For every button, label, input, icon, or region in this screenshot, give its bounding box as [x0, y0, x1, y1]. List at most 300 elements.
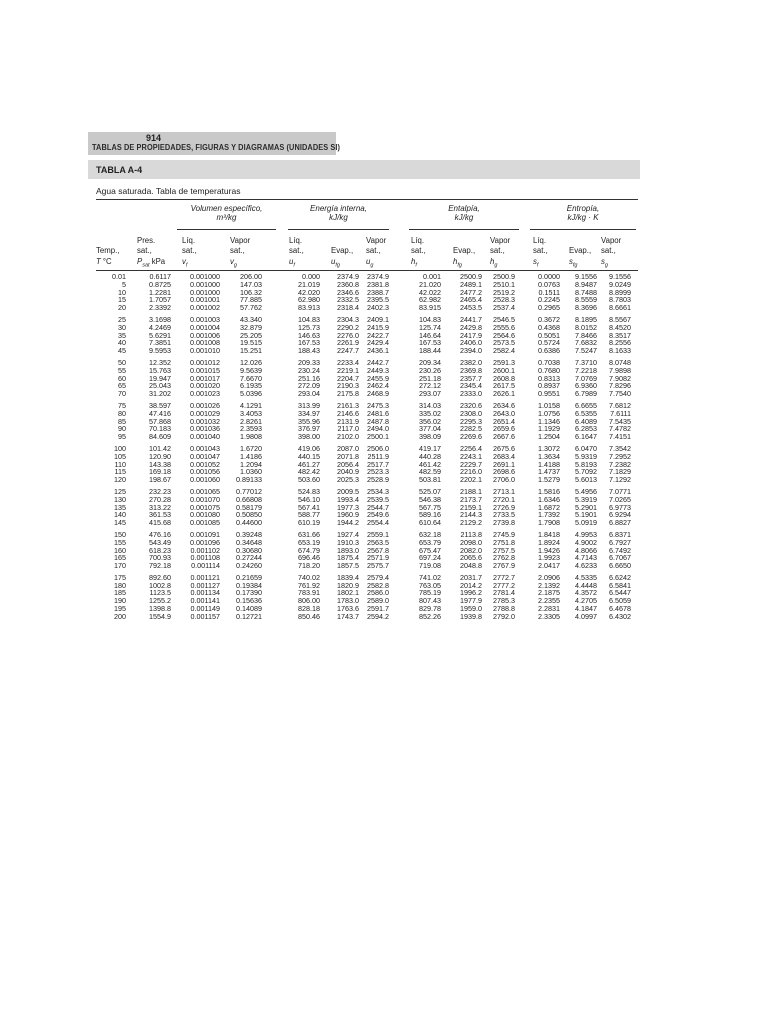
table-cell: 251.18 — [419, 373, 441, 383]
energy-group-title: Energía interna, — [310, 204, 367, 213]
table-cell: 57.868 — [149, 416, 171, 426]
column-header-line: Temp., — [96, 246, 120, 255]
table-cell: 1.7057 — [149, 295, 171, 305]
column-header-line — [533, 225, 548, 236]
table-cell: 2175.8 — [337, 389, 359, 399]
table-cell: 2320.6 — [460, 400, 482, 410]
table-cell: 147.03 — [240, 279, 262, 289]
table-cell: 0.001001 — [190, 295, 220, 305]
table-cell: 1743.7 — [337, 611, 359, 621]
table-cell: 2745.9 — [493, 529, 515, 539]
table-cell: 503.81 — [419, 475, 441, 485]
table-cell: 2056.4 — [337, 459, 359, 469]
enthalpy-group-unit: kJ/kg — [454, 213, 474, 222]
table-cell: 2188.1 — [460, 486, 482, 496]
table-cell: 2.1392 — [538, 580, 560, 590]
table-cell: 150 — [114, 529, 126, 539]
table-cell: 2751.8 — [493, 537, 515, 547]
table-cell: 0.50850 — [236, 510, 262, 520]
table-cell: 0.39248 — [236, 529, 262, 539]
table-cell: 7.9898 — [609, 365, 631, 375]
table-cell: 2626.1 — [493, 389, 515, 399]
column-header-line: Líq. — [411, 235, 425, 245]
table-cell: 2675.6 — [493, 443, 515, 453]
table-cell: 206.00 — [240, 272, 262, 281]
table-row-group — [96, 574, 638, 621]
column-header-line: sat., — [366, 246, 381, 255]
table-row-group — [96, 531, 638, 570]
table-cell: 5.2901 — [575, 502, 597, 512]
table-cell: 125.74 — [419, 322, 441, 332]
table-cell: 21.019 — [298, 279, 320, 289]
table-cell: 1893.0 — [337, 545, 359, 555]
column-header-line — [490, 225, 510, 236]
table-cell: 30 — [118, 322, 126, 332]
table-cell: 160 — [114, 545, 126, 555]
table-cell: 2772.7 — [493, 572, 515, 582]
table-cell: 1944.2 — [337, 518, 359, 528]
table-cell: 2190.3 — [337, 381, 359, 391]
table-cell: 6.9360 — [575, 381, 597, 391]
table-cell: 741.02 — [419, 572, 441, 582]
table-cell: 77.885 — [240, 295, 262, 305]
table-cell: 2573.5 — [493, 338, 515, 348]
table-cell: 90 — [118, 424, 126, 434]
table-cell: 2065.6 — [460, 553, 482, 563]
column-header-line: $h_g$ — [490, 256, 498, 269]
table-cell: 5 — [122, 279, 126, 289]
table-cell: 2332.5 — [337, 295, 359, 305]
table-cell: 0.14089 — [236, 604, 262, 614]
table-cell: 1.9923 — [538, 553, 560, 563]
table-cell: 2582.4 — [493, 346, 515, 356]
column-header-line: $u_{fg}$ — [331, 256, 340, 269]
table-cell: 1.4737 — [538, 467, 560, 477]
table-cell: 0.001006 — [190, 330, 220, 340]
table-cell: 0.001149 — [190, 604, 220, 614]
table-cell: 0.001056 — [190, 467, 220, 477]
table-cell: 2506.0 — [367, 443, 389, 453]
column-header-line — [137, 225, 165, 236]
table-cell: 2442.7 — [367, 357, 389, 367]
table-cell: 9.5953 — [149, 346, 171, 356]
table-cell: 2.3593 — [240, 424, 262, 434]
table-cell: 7.3542 — [609, 443, 631, 453]
table-cell: 1554.9 — [149, 611, 171, 621]
column-header-line: $v_f$ — [182, 256, 188, 269]
column-header — [331, 225, 353, 267]
table-cell: 2544.7 — [367, 502, 389, 512]
table-cell: 2269.6 — [460, 432, 482, 442]
table-cell: 7.6832 — [575, 338, 597, 348]
table-cell: 5.6013 — [575, 475, 597, 485]
table-cell: 55 — [118, 365, 126, 375]
table-cell: 2575.7 — [367, 561, 389, 571]
column-header-line — [182, 225, 197, 236]
table-cell: 272.09 — [298, 381, 320, 391]
table-cell: 2733.5 — [493, 510, 515, 520]
table-cell: 0.001036 — [190, 424, 220, 434]
table-cell: 807.43 — [419, 596, 441, 606]
table-cell: 1.7392 — [538, 510, 560, 520]
table-cell: 230.26 — [419, 365, 441, 375]
table-cell: 6.8827 — [609, 518, 631, 528]
table-cell: 0.30680 — [236, 545, 262, 555]
table-cell: 0.9551 — [538, 389, 560, 399]
table-cell: 0.001108 — [190, 553, 220, 563]
table-cell: 1.3634 — [538, 451, 560, 461]
table-cell: 7.1829 — [609, 467, 631, 477]
column-header — [601, 225, 621, 267]
table-cell: 313.22 — [149, 502, 171, 512]
table-cell: 377.04 — [419, 424, 441, 434]
table-cell: 525.07 — [419, 486, 441, 496]
table-cell: 2025.3 — [337, 475, 359, 485]
table-cell: 6.5355 — [575, 408, 597, 418]
table-label-bar — [88, 160, 640, 179]
table-cell: 6.9773 — [609, 502, 631, 512]
table-cell: 2691.1 — [493, 459, 515, 469]
table-cell: 145 — [114, 518, 126, 528]
table-cell: 60 — [118, 373, 126, 383]
table-cell: 0.5051 — [538, 330, 560, 340]
table-cell: 398.09 — [419, 432, 441, 442]
table-cell: 120.90 — [149, 451, 171, 461]
table-cell: 0.001157 — [190, 611, 220, 621]
table-cell: 2.2355 — [538, 596, 560, 606]
column-header-line: Vapor — [490, 235, 511, 245]
table-cell: 0.66808 — [236, 494, 262, 504]
enthalpy-group-title: Entalpía, — [448, 204, 480, 213]
table-cell: 476.16 — [149, 529, 171, 539]
table-cell: 232.23 — [149, 486, 171, 496]
table-cell: 140 — [114, 510, 126, 520]
table-cell: 251.16 — [298, 373, 320, 383]
table-cell: 7.4782 — [609, 424, 631, 434]
table-cell: 1.6346 — [538, 494, 560, 504]
table-cell: 200 — [114, 611, 126, 621]
column-header-line: Líq. — [289, 235, 303, 245]
table-cell: 167.53 — [298, 338, 320, 348]
table-cell: 415.68 — [149, 518, 171, 528]
table-cell: 0.001 — [423, 272, 441, 281]
table-cell: 7.8466 — [575, 330, 597, 340]
column-header-line: sat., — [411, 246, 426, 255]
table-cell: 15 — [118, 295, 126, 305]
column-header-line — [366, 225, 386, 236]
energy-group-header — [288, 204, 389, 222]
table-cell: 2667.6 — [493, 432, 515, 442]
table-cell: 2546.5 — [493, 314, 515, 324]
table-cell: 5.3919 — [575, 494, 597, 504]
table-cell: 829.78 — [419, 604, 441, 614]
table-cell: 2528.3 — [493, 295, 515, 305]
table-cell: 0.001096 — [190, 537, 220, 547]
table-cell: 2528.9 — [367, 475, 389, 485]
table-cell: 524.83 — [298, 486, 320, 496]
table-cell: 792.18 — [149, 561, 171, 571]
table-cell: 1.0756 — [538, 408, 560, 418]
table-cell: 440.15 — [298, 451, 320, 461]
table-cell: 0.7038 — [538, 357, 560, 367]
table-cell: 0.001012 — [190, 357, 220, 367]
column-header-line: $P_{sat}$ kPa — [137, 256, 166, 269]
table-cell: 696.46 — [298, 553, 320, 563]
table-cell: 1.8924 — [538, 537, 560, 547]
entropy-group-title: Entropía, — [566, 204, 600, 213]
table-cell: 2462.4 — [367, 381, 389, 391]
table-row — [96, 304, 638, 312]
table-cell: 2382.0 — [460, 357, 482, 367]
table-cell: 5.6291 — [149, 330, 171, 340]
volume-group-unit: m³/kg — [216, 213, 237, 222]
table-cell: 2651.4 — [493, 416, 515, 426]
table-cell: 2510.1 — [493, 279, 515, 289]
table-cell: 2.0906 — [538, 572, 560, 582]
table-cell: 70 — [118, 389, 126, 399]
table-cell: 95 — [118, 432, 126, 442]
column-header — [96, 225, 119, 267]
table-cell: 9.1556 — [609, 272, 631, 281]
table-cell: 0.24260 — [236, 561, 262, 571]
table-cell: 0.01 — [112, 272, 126, 281]
table-cell: 785.19 — [419, 588, 441, 598]
table-cell: 1802.1 — [337, 588, 359, 598]
table-cell: 2014.2 — [460, 580, 482, 590]
table-cell: 2.3392 — [149, 303, 171, 313]
column-header-line: sat., — [230, 246, 245, 255]
table-cell: 0.2965 — [538, 303, 560, 313]
table-cell: 0.001040 — [190, 432, 220, 442]
table-cell: 2511.9 — [367, 451, 389, 461]
table-cell: 1.9426 — [538, 545, 560, 555]
table-cell: 850.46 — [298, 611, 320, 621]
table-cell: 38.597 — [149, 400, 171, 410]
table-cell: 104.83 — [419, 314, 441, 324]
table-cell: 2.1875 — [538, 588, 560, 598]
table-cell: 1875.4 — [337, 553, 359, 563]
table-cell: 4.5335 — [575, 572, 597, 582]
table-cell: 180 — [114, 580, 126, 590]
table-cell: 2374.9 — [337, 272, 359, 281]
column-header — [137, 225, 165, 267]
table-cell: 334.97 — [298, 408, 320, 418]
table-cell: 0.34648 — [236, 537, 262, 547]
table-cell: 101.42 — [149, 443, 171, 453]
table-cell: 0.15636 — [236, 596, 262, 606]
table-cell: 2357.7 — [460, 373, 482, 383]
table-cell: 188.44 — [419, 346, 441, 356]
table-cell: 7.1292 — [609, 475, 631, 485]
table-cell: 2346.6 — [337, 287, 359, 297]
volume-group-title: Volumen específico, — [190, 204, 263, 213]
table-cell: 0.8313 — [538, 373, 560, 383]
table-cell: 0.001080 — [190, 510, 220, 520]
table-cell: 2468.9 — [367, 389, 389, 399]
table-cell: 740.02 — [298, 572, 320, 582]
table-cell: 170 — [114, 561, 126, 571]
column-header-line — [331, 225, 353, 236]
table-cell: 0.001085 — [190, 518, 220, 528]
table-cell: 2594.2 — [367, 611, 389, 621]
table-cell: 35 — [118, 330, 126, 340]
table-cell: 106.32 — [240, 287, 262, 297]
table-cell: 7.8296 — [609, 381, 631, 391]
table-cell: 2233.4 — [337, 357, 359, 367]
table-cell: 2318.4 — [337, 303, 359, 313]
table-cell: 83.913 — [298, 303, 320, 313]
column-header-line: sat., — [533, 246, 548, 255]
table-row — [96, 562, 638, 570]
column-header-line: Vapor — [601, 235, 622, 245]
table-cell: 62.982 — [419, 295, 441, 305]
table-cell: 0.58179 — [236, 502, 262, 512]
table-cell: 6.4089 — [575, 416, 597, 426]
column-header-line: $s_g$ — [601, 256, 608, 269]
table-cell: 31.202 — [149, 389, 171, 399]
table-cell: 0.001029 — [190, 408, 220, 418]
table-cell: 2567.8 — [367, 545, 389, 555]
table-cell: 12.352 — [149, 357, 171, 367]
column-header-line: Líq. — [533, 235, 547, 245]
enthalpy-group-header — [409, 204, 519, 222]
table-cell: 4.2705 — [575, 596, 597, 606]
table-cell: 5.7092 — [575, 467, 597, 477]
column-header-line — [569, 225, 591, 236]
table-cell: 0.000 — [302, 272, 320, 281]
table-cell: 1002.8 — [149, 580, 171, 590]
table-cell: 2345.4 — [460, 381, 482, 391]
table-cell: 2417.9 — [460, 330, 482, 340]
table-cell: 143.38 — [149, 459, 171, 469]
table-cell: 1839.4 — [337, 572, 359, 582]
energy-group-unit: kJ/kg — [329, 213, 348, 222]
column-header-line — [453, 225, 475, 236]
table-cell: 42.020 — [298, 287, 320, 297]
column-header-line: $v_g$ — [230, 256, 237, 269]
table-cell: 100 — [114, 443, 126, 453]
table-cell: 2436.1 — [367, 346, 389, 356]
table-cell: 3.1698 — [149, 314, 171, 324]
table-cell: 2173.7 — [460, 494, 482, 504]
table-cell: 2517.7 — [367, 459, 389, 469]
table-cell: 0.001134 — [190, 588, 220, 598]
table-cell: 195 — [114, 604, 126, 614]
table-cell: 2781.4 — [493, 588, 515, 598]
table-cell: 8.5567 — [609, 314, 631, 324]
table-row — [96, 476, 638, 484]
table-cell: 83.915 — [419, 303, 441, 313]
table-cell: 4.8066 — [575, 545, 597, 555]
table-cell: 1.5279 — [538, 475, 560, 485]
column-header-line: sat., — [137, 246, 152, 255]
table-cell: 2129.2 — [460, 518, 482, 528]
table-cell: 6.8371 — [609, 529, 631, 539]
table-cell: 7.7540 — [609, 389, 631, 399]
table-cell: 1910.3 — [337, 537, 359, 547]
table-cell: 2455.9 — [367, 373, 389, 383]
column-header-line — [230, 225, 250, 236]
table-cell: 588.77 — [298, 510, 320, 520]
table-cell: 2219.1 — [337, 365, 359, 375]
table-cell: 115 — [114, 467, 126, 477]
table-cell: 5.1901 — [575, 510, 597, 520]
table-cell: 0.27244 — [236, 553, 262, 563]
table-cell: 2082.0 — [460, 545, 482, 555]
table-cell: 398.00 — [298, 432, 320, 442]
table-cell: 0.0763 — [538, 279, 560, 289]
page-number: 914 — [146, 133, 162, 143]
table-cell: 0.8725 — [149, 279, 171, 289]
table-cell: 892.60 — [149, 572, 171, 582]
table-cell: 42.022 — [419, 287, 441, 297]
table-cell: 2102.0 — [337, 432, 359, 442]
table-cell: 2369.8 — [460, 365, 482, 375]
table-cell: 0.77012 — [236, 486, 262, 496]
column-header-line — [289, 225, 304, 236]
table-cell: 718.20 — [298, 561, 320, 571]
table-cell: 125.73 — [298, 322, 320, 332]
column-header-line: Vapor — [366, 235, 387, 245]
table-cell: 0.7680 — [538, 365, 560, 375]
table-cell: 2202.1 — [460, 475, 482, 485]
table-cell: 1.8418 — [538, 529, 560, 539]
table-cell: 0.6117 — [149, 272, 171, 281]
table-row-group — [96, 359, 638, 398]
table-cell: 0.001060 — [190, 475, 220, 485]
table-cell: 314.03 — [419, 400, 441, 410]
table-cell: 0.2245 — [538, 295, 560, 305]
table-cell: 1927.4 — [337, 529, 359, 539]
table-cell: 135 — [114, 502, 126, 512]
table-cell: 828.18 — [298, 604, 320, 614]
column-header — [411, 225, 426, 267]
table-cell: 0.001026 — [190, 400, 220, 410]
table-cell: 546.10 — [298, 494, 320, 504]
column-header — [453, 225, 475, 267]
table-cell: 2304.3 — [337, 314, 359, 324]
table-cell: 0.1511 — [538, 287, 560, 297]
table-cell: 3.4053 — [240, 408, 262, 418]
table-cell: 335.02 — [419, 408, 441, 418]
table-cell: 2591.3 — [493, 357, 515, 367]
table-cell: 19.515 — [240, 338, 262, 348]
table-cell: 1123.5 — [149, 588, 171, 598]
table-cell: 2243.1 — [460, 451, 482, 461]
table-cell: 763.05 — [419, 580, 441, 590]
table-cell: 2.2831 — [538, 604, 560, 614]
table-cell: 653.79 — [419, 537, 441, 547]
table-cell: 546.38 — [419, 494, 441, 504]
table-cell: 43.340 — [240, 314, 262, 324]
table-cell: 165 — [114, 553, 126, 563]
table-cell: 8.8999 — [609, 287, 631, 297]
table-cell: 209.34 — [419, 357, 441, 367]
table-cell: 6.7989 — [575, 389, 597, 399]
table-cell: 7.0769 — [575, 373, 597, 383]
table-cell: 8.4520 — [609, 322, 631, 332]
table-cell: 5.8193 — [575, 459, 597, 469]
table-cell: 7.2952 — [609, 451, 631, 461]
table-cell: 1.5816 — [538, 486, 560, 496]
table-cell: 2374.9 — [367, 272, 389, 281]
table-cell: 2500.9 — [493, 272, 515, 281]
table-cell: 1960.9 — [337, 510, 359, 520]
table-cell: 2739.8 — [493, 518, 515, 528]
table-cell: 175 — [114, 572, 126, 582]
table-cell: 0.001043 — [190, 443, 220, 453]
column-header-line: Vapor — [230, 235, 251, 245]
